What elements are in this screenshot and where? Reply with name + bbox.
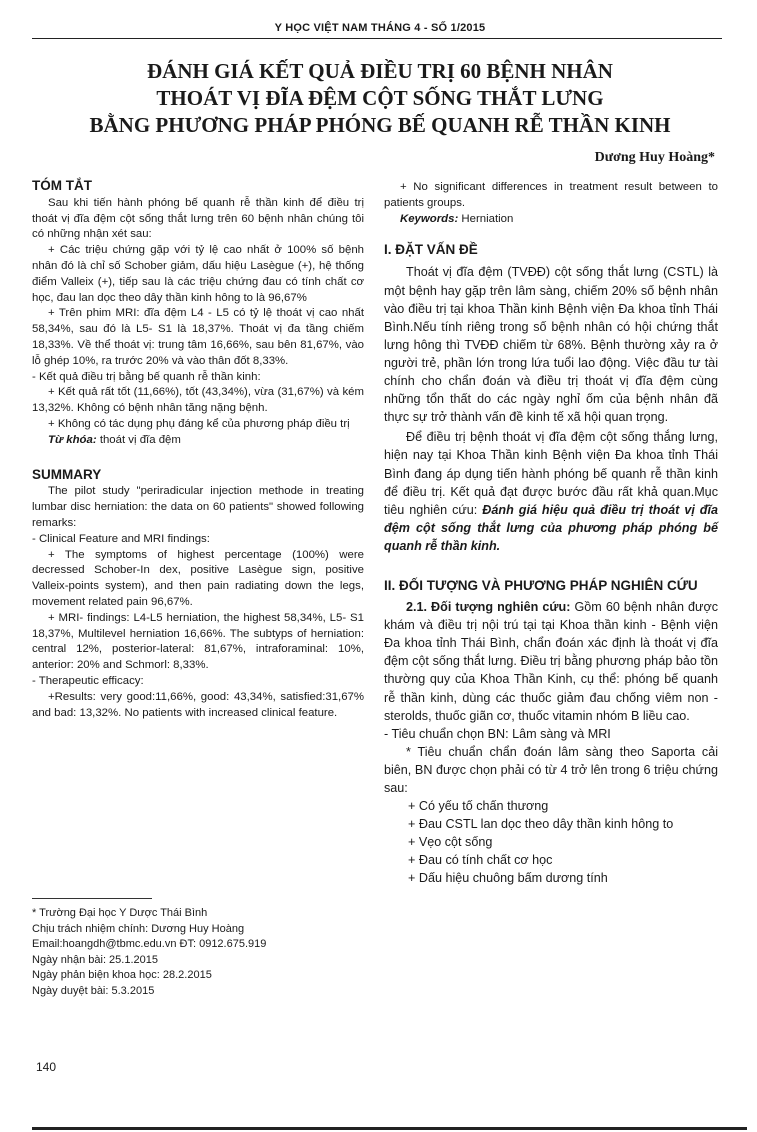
abstract-en-p6: + No significant differences in treatment result between to patients groups. [384, 181, 718, 209]
section-1-p2 [384, 428, 718, 555]
abstract-en-intro: The pilot study "periradicular injection methode in treating lumbar disc herniation: the data on 60 patients" showed following remarks: [32, 485, 364, 529]
selection-criteria: - Tiêu chuẩn chọn BN: Lâm sàng và MRI [384, 726, 611, 741]
footnotes [32, 906, 364, 999]
abstract-vi-intro: Sau khi tiến hành phóng bế quanh rễ thần kinh để điều trị thoát vị đĩa đệm cột sống thắt lưng trên 60 bệnh nhân chúng tôi có những nhận xét sau: [32, 196, 364, 241]
abstract-en-p2: + The symptoms of highest percentage (100%) were decressed Schober-In dex, positive Lasègue sign, positive Valleix-points system), and then pain radiating down the legs, movement related pain 96,67%. [32, 548, 364, 608]
journal-header: Y HỌC VIỆT NAM THÁNG 4 - SỐ 1/2015 [274, 22, 486, 34]
section-1-p1: Thoát vị đĩa đệm (TVĐĐ) cột sống thắt lưng (CSTL) là một bệnh hay gặp trên lâm sàng, chiếm 20% số bệnh nhân vào điều trị tại khoa Thần kinh Bệnh viện Đa khoa tỉnh Thái Bình.Nếu tính riêng trong số bệnh nhân có hội chứng thắt lưng hông thì TVĐĐ chiếm từ 68%. Bệnh thường xảy ra ở người trẻ, phần lớn trong lứa tuổi lao động. Việc đầu tư tài chính cho chẩn đoán và điều trị thoát vị đĩa đệm cùng những tổn thất do các ngày nghỉ ốm của bệnh nhân đã thực sự trở thành vấn đề kinh tế xã hội quan trọng. [384, 265, 718, 425]
title-line-3: BẰNG PHƯƠNG PHÁP PHÓNG BẾ QUANH RỄ THẦN KINH [89, 113, 671, 137]
footnote-reviewed: Ngày phản biện khoa học: 28.2.2015 [32, 969, 212, 981]
abstract-en-keywords [384, 212, 718, 228]
abstract-vi-heading: TÓM TẮT [32, 178, 92, 193]
symptom-list [384, 797, 718, 887]
author-name: Dương Huy Hoàng* [594, 150, 715, 165]
section-2-1-label: 2.1. Đối tượng nghiên cứu: [406, 600, 571, 615]
saporta-criteria: * Tiêu chuẩn chẩn đoán lâm sàng theo Saporta cải biên, BN được chọn phải có từ 4 trở lên trong 6 triệu chứng sau: [384, 744, 718, 796]
abstract-en-p1: - Clinical Feature and MRI findings: [32, 532, 210, 545]
left-column [32, 178, 364, 721]
section-1-p2-text: Để điều trị bệnh thoát vị đĩa đệm cột sống thắng lưng, hiện nay tại Khoa Thần kinh Bệnh viện Đa khoa tỉnh Thái Bình đang áp dụng tiến hành phóng bế quanh rễ thần kinh để điều trị. Kết quả đạt được bước đầu rất khả quan.Mục tiêu nghiên cứu: [384, 430, 718, 517]
footnote-rule [32, 898, 152, 899]
abstract-en-p3: + MRI- findings: L4-L5 herniation, the highest 58,34%, L5- S1 18,37%, Multilevel herniation 16,66%. The subtyps of herniation: central 12%, posterior-lateral: 81,67%, intraforaminal: 10%, anterior: 20% and Schmorl: 8,33%. [32, 611, 364, 672]
keywords-label: Từ khóa: [48, 433, 97, 446]
footnote-responsible: Chịu trách nhiệm chính: Dương Huy Hoàng [32, 922, 245, 935]
list-item: + Vẹo cột sống [408, 835, 493, 850]
section-2-1-text: Gồm 60 bệnh nhân được khám và điều trị nội trú tại tại Khoa thần kinh - Bệnh viện Đa khoa tỉnh Thái Bình, chẩn đoán xác định là thoát vị đĩa đệm cột sống thắt lưng. Điều trị bằng phương pháp bảo tồn thường quy của Khoa Thần Kinh, cụ thể: phóng bế quanh rễ thần kinh, dùng các thuốc giảm đau chống viêm non - sterolds, thuốc giãn cơ, thuốc vitamin nhóm B liều cao. [384, 600, 718, 723]
title-line-2: THOÁT VỊ ĐĨA ĐỆM CỘT SỐNG THẮT LƯNG [156, 86, 604, 110]
section-2-1 [384, 598, 718, 725]
abstract-vi-p2: + Trên phim MRI: đĩa đệm L4 - L5 có tỷ lệ thoát vị cao nhất 58,34%, sau đó là L5- S1 là 18,37%. Thoát vị đa tầng chiếm 18,33%. Về thể thoát vị: trung tâm 16,66%, sau bên 81,67%, vào lỗ ghép 10%, ra trước 20% và vào thân đốt 8,33%. [32, 307, 364, 367]
footnote-contact: Email:hoangdh@tbmc.edu.vn ĐT: 0912.675.919 [32, 938, 267, 950]
keywords-value: thoát vị đĩa đệm [99, 433, 181, 446]
bottom-rule [32, 1127, 747, 1130]
keywords-en-label: Keywords: [400, 212, 459, 225]
abstract-en-p5: +Results: very good:11,66%, good: 43,34%, satisfied:31,67% and bad: 13,32%. No patients with increased clinical feature. [32, 690, 364, 719]
list-item: + Dấu hiệu chuông bấm dương tính [408, 871, 608, 886]
footnote-approved: Ngày duyệt bài: 5.3.2015 [32, 984, 155, 997]
abstract-en-heading: SUMMARY [32, 466, 102, 482]
abstract-vi-p4: + Kết quả rất tốt (11,66%), tốt (43,34%), vừa (31,67%) và kém 13,32%. Không có bệnh nhân tăng nặng bệnh. [32, 386, 364, 415]
abstract-vi-keywords [32, 433, 364, 449]
article-title [40, 58, 720, 139]
abstract-vi-p1: + Các triệu chứng gặp với tỷ lệ cao nhất ở 100% số bệnh nhân đó là chỉ số Schober giảm, dấu hiệu Lasègue (+), hệ thống điểm Valleix (+), tiếp sau là các triệu chứng đau có tính chất cơ học, đau lan dọc theo dây thần kinh hông to là 96,67% [32, 244, 364, 304]
abstract-en-p4: - Therapeutic efficacy: [32, 674, 144, 687]
title-line-1: ĐÁNH GIÁ KẾT QUẢ ĐIỀU TRỊ 60 BỆNH NHÂN [147, 59, 613, 83]
footnote-received: Ngày nhận bài: 25.1.2015 [32, 953, 158, 966]
section-2 [384, 577, 718, 888]
list-item: + Có yếu tố chấn thương [408, 799, 549, 814]
list-item: + Đau có tính chất cơ học [408, 853, 553, 868]
header-rule [32, 38, 722, 39]
footnote-affiliation: * Trường Đại học Y Dược Thái Bình [32, 907, 208, 919]
research-objective: Đánh giá hiệu quả điều trị thoát vị đĩa đệm cột sống thắt lưng của phương pháp phóng bế quanh rễ thần kinh. [384, 502, 719, 553]
right-column [384, 180, 718, 888]
section-1-heading: I. ĐẶT VẤN ĐỀ [384, 242, 478, 258]
page-number: 140 [36, 1060, 57, 1074]
list-item: + Đau CSTL lan dọc theo dây thần kinh hông to [408, 817, 674, 832]
abstract-vi-p5: + Không có tác dụng phụ đáng kể của phương pháp điều trị [48, 417, 350, 430]
section-1 [384, 241, 718, 555]
abstract-vi-p3: - Kết quả điều trị bằng bế quanh rễ thần kinh: [32, 370, 261, 383]
keywords-en-value: Herniation [461, 212, 514, 225]
section-2-heading: II. ĐỐI TƯỢNG VÀ PHƯƠNG PHÁP NGHIÊN CỨU [384, 577, 698, 593]
